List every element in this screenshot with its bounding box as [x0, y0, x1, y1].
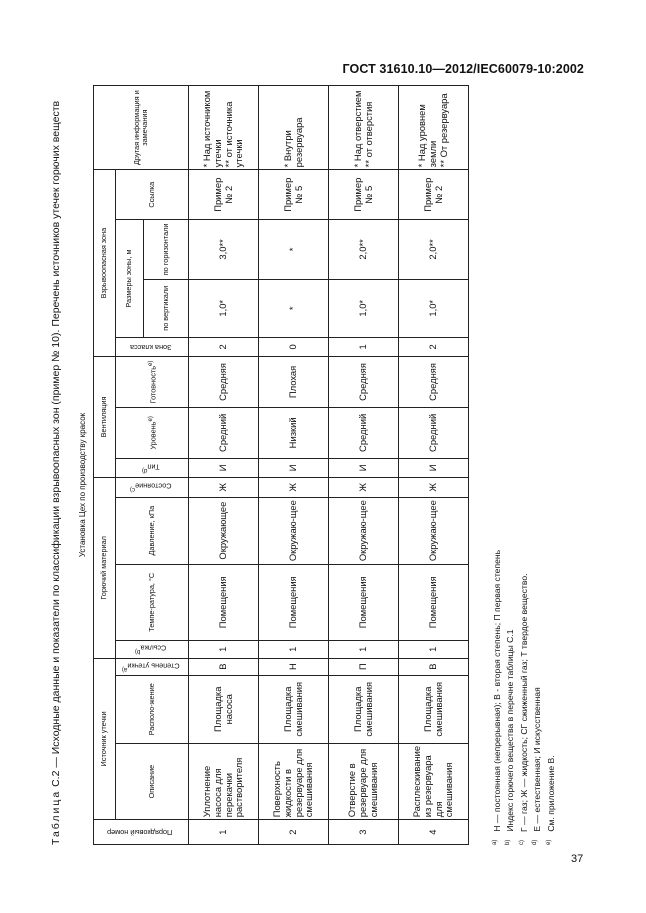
footnote: $^{c)}$Г — газ; Ж — жидкость; СГ сжиженный газ; Т твердое вещество. — [518, 573, 529, 845]
zone-reference-cell: Пример № 2 — [399, 170, 469, 220]
row-number: 2 — [259, 820, 329, 845]
ventilation-level-cell: Низкий — [259, 408, 329, 459]
zone-class-cell: 2 — [189, 337, 259, 356]
installation-label: Установка Цех по производству красок — [78, 412, 87, 558]
header-description: Описание — [116, 743, 189, 819]
header-horizontal: по горизонтали — [144, 220, 189, 279]
table-caption — [50, 85, 62, 845]
location-cell: Площадка смешивания — [259, 675, 329, 743]
footnote: $^{d)}$Е — естественная; И искусственная — [532, 687, 543, 845]
temperature-cell: Помещения — [189, 564, 259, 640]
pressure-cell: Окружаю-щее — [259, 497, 329, 564]
reference-cell: 1 — [259, 640, 329, 658]
zone-class-cell: 1 — [329, 337, 399, 356]
zone-class-cell: 0 — [259, 337, 329, 356]
horizontal-size-cell: * — [259, 220, 329, 279]
footnote: $^{e)}$См. приложение В. — [545, 755, 556, 845]
reference-cell: 1 — [329, 640, 399, 658]
temperature-cell: Помещения — [399, 564, 469, 640]
location-cell: Площадка смешивания — [329, 675, 399, 743]
zone-reference-cell: Пример № 5 — [259, 170, 329, 220]
state-cell: Ж — [329, 478, 399, 497]
other-info-cell: * Над источником утечки ** от источника утечки — [189, 86, 259, 170]
header-zone-reference: Ссылка — [116, 170, 189, 220]
ventilation-level-cell: Средний — [189, 408, 259, 459]
ventilation-type-cell: И — [259, 458, 329, 477]
zone-class-cell: 2 — [399, 337, 469, 356]
horizontal-size-cell: 3,0** — [189, 220, 259, 279]
availability-cell: Плохая — [259, 356, 329, 407]
state-cell: Ж — [189, 478, 259, 497]
ventilation-level-cell: Средний — [399, 408, 469, 459]
other-info-cell: * Внутри резервуара — [259, 86, 329, 170]
description-cell: Расплескивание из резервуара для смешивания — [399, 743, 469, 819]
temperature-cell: Помещения — [329, 564, 399, 640]
description-cell: Уплотнение насоса для перекачки растворителя — [189, 743, 259, 819]
header-zone-class: Зона класса — [116, 337, 189, 356]
other-info-cell: * Над уровнем земли ** От резервуара — [399, 86, 469, 170]
vertical-size-cell: 1,0* — [329, 279, 399, 337]
row-number: 3 — [329, 820, 399, 845]
ventilation-type-cell: И — [189, 458, 259, 477]
pressure-cell: Окружающее — [189, 497, 259, 564]
grade-cell: П — [329, 658, 399, 675]
ventilation-level-cell: Средний — [329, 408, 399, 459]
horizontal-size-cell: 2,0** — [399, 220, 469, 279]
footnote: $^{а)}$Н — постоянная (непрерывная); В - вторая степень; П первая степень — [491, 549, 502, 845]
other-info-cell: * Над отверстием ** от отверстия — [329, 86, 399, 170]
header-temperature: Темпе-ратура, °С — [116, 564, 189, 640]
description-cell: Отверстие в резервуаре для смешивания — [329, 743, 399, 819]
ventilation-type-cell: И — [399, 458, 469, 477]
header-zone-sizes: Размеры зоны, м — [116, 220, 144, 338]
availability-cell: Средняя — [329, 356, 399, 407]
reference-cell: 1 — [189, 640, 259, 658]
grade-cell: В — [189, 658, 259, 675]
location-cell: Площадка смешивания — [399, 675, 469, 743]
page-number: 37 — [571, 853, 584, 865]
zone-reference-cell: Пример № 5 — [329, 170, 399, 220]
availability-cell: Средняя — [189, 356, 259, 407]
table-row — [329, 86, 399, 845]
header-reference: Ссылка$^{b)}$ — [116, 640, 189, 658]
header-leak-sources: Источник утечки — [94, 658, 116, 820]
header-flammable-material: Горючий материал — [94, 478, 116, 659]
vertical-size-cell: * — [259, 279, 329, 337]
vertical-size-cell: 1,0* — [399, 279, 469, 337]
temperature-cell: Помещения — [259, 564, 329, 640]
grade-cell: Н — [259, 658, 329, 675]
pressure-cell: Окружаю-щее — [399, 497, 469, 564]
header-order-no: Порядковый номер — [94, 820, 189, 845]
reference-cell: 1 — [399, 640, 469, 658]
zone-reference-cell: Пример № 2 — [189, 170, 259, 220]
header-vertical: по вертикали — [144, 279, 189, 337]
row-number: 4 — [399, 820, 469, 845]
pressure-cell: Окружаю-щее — [329, 497, 399, 564]
table-row — [189, 86, 259, 845]
caption-label: Таблица — [50, 789, 62, 845]
table-footnotes — [490, 550, 557, 845]
vertical-size-cell: 1,0* — [189, 279, 259, 337]
state-cell: Ж — [259, 478, 329, 497]
description-cell: Поверхность жидкости в резервуаре для смешивания — [259, 743, 329, 819]
header-level: Уровень$^{e)}$ — [116, 408, 189, 459]
state-cell: Ж — [399, 478, 469, 497]
header-location: Располо-жение — [116, 675, 189, 743]
header-hazard-zone: Взрывоопасная зона — [94, 170, 116, 356]
row-number: 1 — [189, 820, 259, 845]
header-grade: Степень утечки$^{а)}$ — [116, 658, 189, 675]
header-availability: Готовность$^{e)}$ — [116, 356, 189, 407]
availability-cell: Средняя — [399, 356, 469, 407]
grade-cell: В — [399, 658, 469, 675]
header-other-info: Другая информация и замечания — [94, 86, 189, 170]
header-state: Состояние$^{c)}$ — [116, 478, 189, 497]
footnote: $^{b)}$Индекс горючего вещества в перечне таблицы С.1 — [505, 629, 516, 845]
table-row — [399, 86, 469, 845]
table-row — [259, 86, 329, 845]
location-cell: Площадка насоса — [189, 675, 259, 743]
horizontal-size-cell: 2,0** — [329, 220, 399, 279]
header-type: Тип$^{d)}$ — [116, 458, 189, 477]
document-header: ГОСТ 31610.10—2012/IEC60079-10:2002 — [342, 62, 584, 76]
header-ventilation: Вентиляция — [94, 356, 116, 477]
leak-sources-table — [93, 85, 469, 845]
rotated-page-content — [50, 85, 590, 845]
header-pressure: Давление, кПа — [116, 497, 189, 564]
ventilation-type-cell: И — [329, 458, 399, 477]
caption-text: С.2 — Исходные данные и показатели по классификации взрывоопасных зон (пример № 10). Перечень источников утечек горючих веществ — [50, 100, 62, 790]
